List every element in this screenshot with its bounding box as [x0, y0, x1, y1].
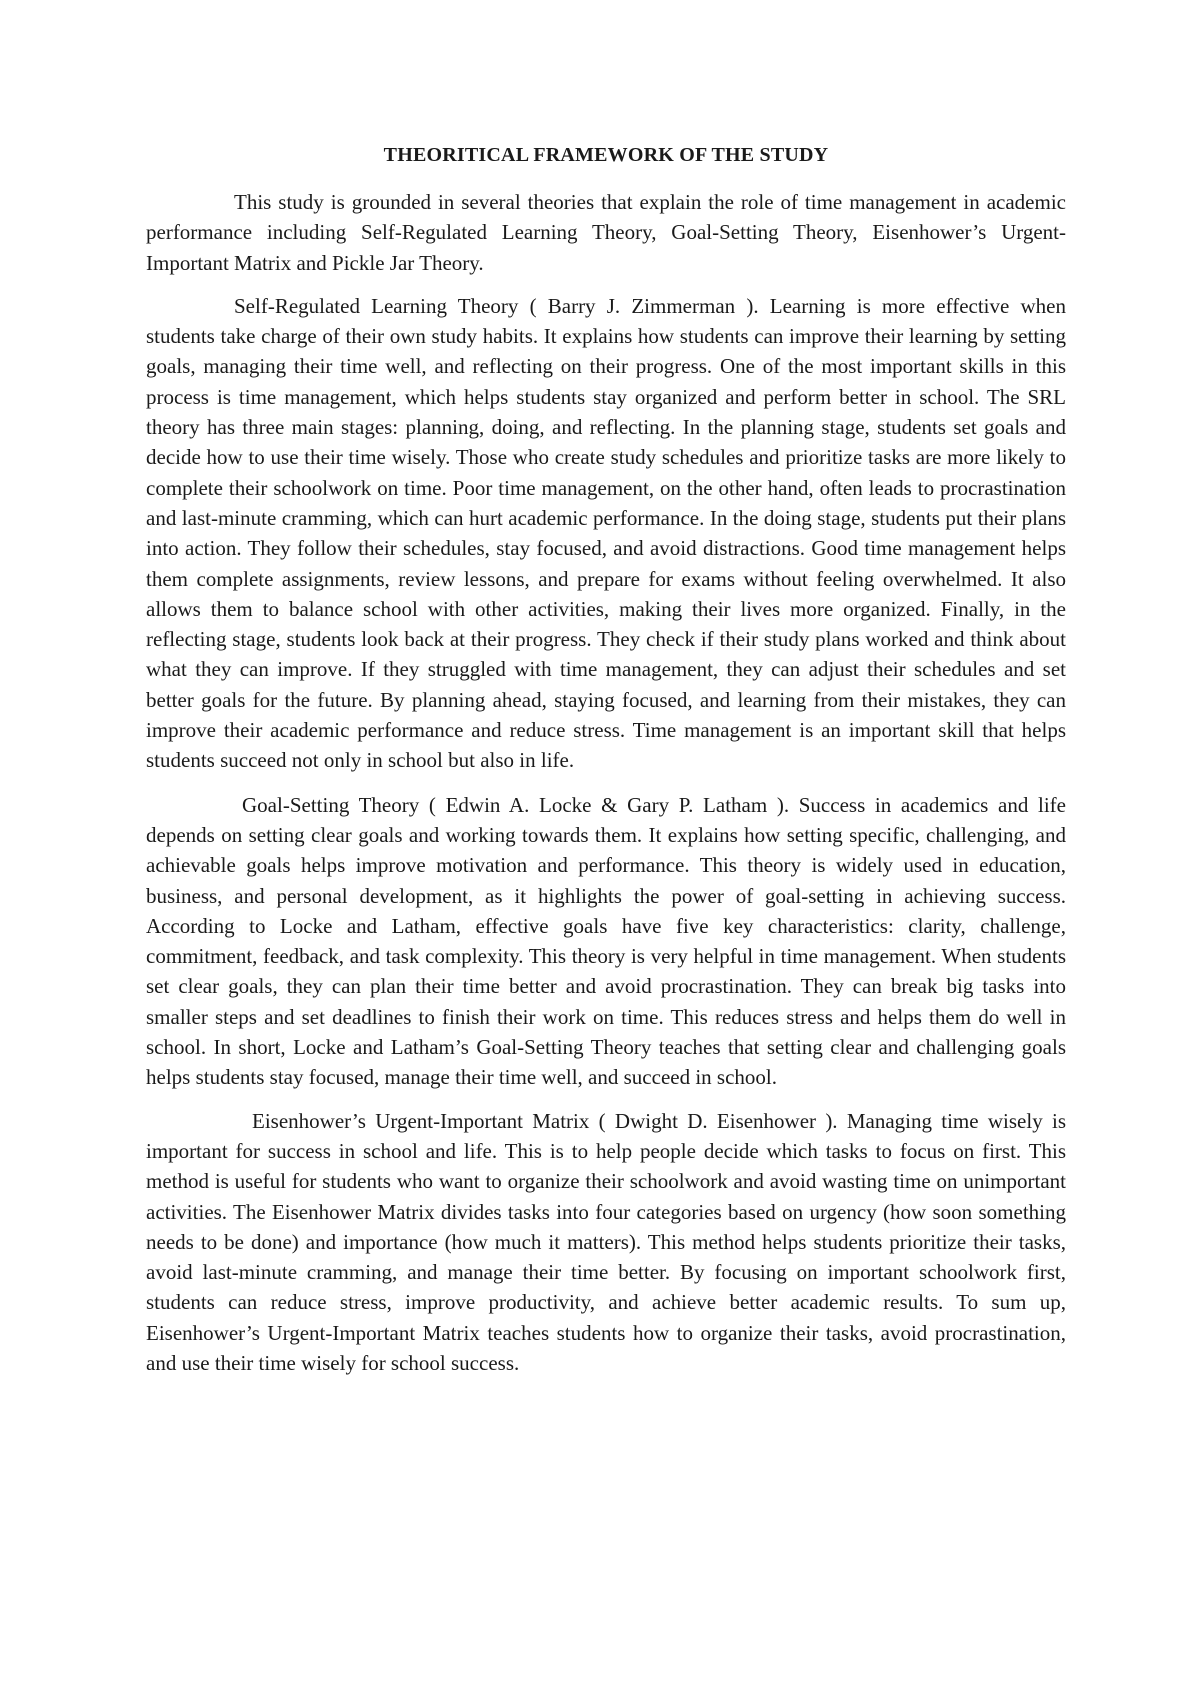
paragraph-eisenhower-matrix: Eisenhower’s Urgent-Important Matrix ( Dwight D. Eisenhower ). Managing time wisely is important for success in school and life. This is to help people decide which tasks to focus on first. This method is useful for students who want to organize their schoolwork and avoid wasting time on unimportant activities. The Eisenhower Matrix divides tasks into four categories based on urgency (how soon something needs to be done) and importance (how much it matters). This method helps students prioritize their tasks, avoid last-minute cramming, and manage their time better. By focusing on important schoolwork first, students can reduce stress, improve productivity, and achieve better academic results. To sum up, Eisenhower’s Urgent-Important Matrix teaches students how to organize their tasks, avoid procrastination, and use their time wisely for school success. [146, 1108, 1066, 1375]
paragraph-self-regulated-learning: Self-Regulated Learning Theory ( Barry J. Zimmerman ). Learning is more effective when students take charge of their own study habits. It explains how students can improve their learning by setting goals, managing their time well, and reflecting on their progress. One of the most important skills in this process is time management, which helps students stay organized and perform better in school. The SRL theory has three main stages: planning, doing, and reflecting. In the planning stage, students set goals and decide how to use their time wisely. Those who create study schedules and prioritize tasks are more likely to complete their schoolwork on time. Poor time management, on the other hand, often leads to procrastination and last-minute cramming, which can hurt academic performance. In the doing stage, students put their plans into action. They follow their schedules, stay focused, and avoid distractions. Good time management helps them complete assignments, review lessons, and prepare for exams without feeling overwhelmed. It also allows them to balance school with other activities, making their lives more organized. Finally, in the reflecting stage, students look back at their progress. They check if their study plans worked and think about what they can improve. If they struggled with time management, they can adjust their schedules and set better goals for the future. By planning ahead, staying focused, and learning from their mistakes, they can improve their academic performance and reduce stress. Time management is an important skill that helps students succeed not only in school but also in life. [146, 293, 1066, 773]
paragraph-goal-setting: Goal-Setting Theory ( Edwin A. Locke & Gary P. Latham ). Success in academics and life depends on setting clear goals and working towards them. It explains how setting specific, challenging, and achievable goals helps improve motivation and performance. This theory is widely used in education, business, and personal development, as it highlights the power of goal-setting in achieving success. According to Locke and Latham, effective goals have five key characteristics: clarity, challenge, commitment, feedback, and task complexity. This theory is very helpful in time management. When students set clear goals, they can plan their time better and avoid procrastination. They can break big tasks into smaller steps and set deadlines to finish their work on time. This reduces stress and helps them do well in school. In short, Locke and Latham’s Goal-Setting Theory teaches that setting clear and challenging goals helps students stay focused, manage their time well, and succeed in school. [146, 792, 1066, 1090]
document-title: THEORITICAL FRAMEWORK OF THE STUDY [383, 144, 829, 166]
document-body [146, 140, 1066, 1378]
paragraph-introduction: This study is grounded in several theories that explain the role of time management in academic performance including Self-Regulated Learning Theory, Goal-Setting Theory, Eisenhower’s Urgent-Important Matrix and Pickle Jar Theory. [146, 190, 1066, 275]
